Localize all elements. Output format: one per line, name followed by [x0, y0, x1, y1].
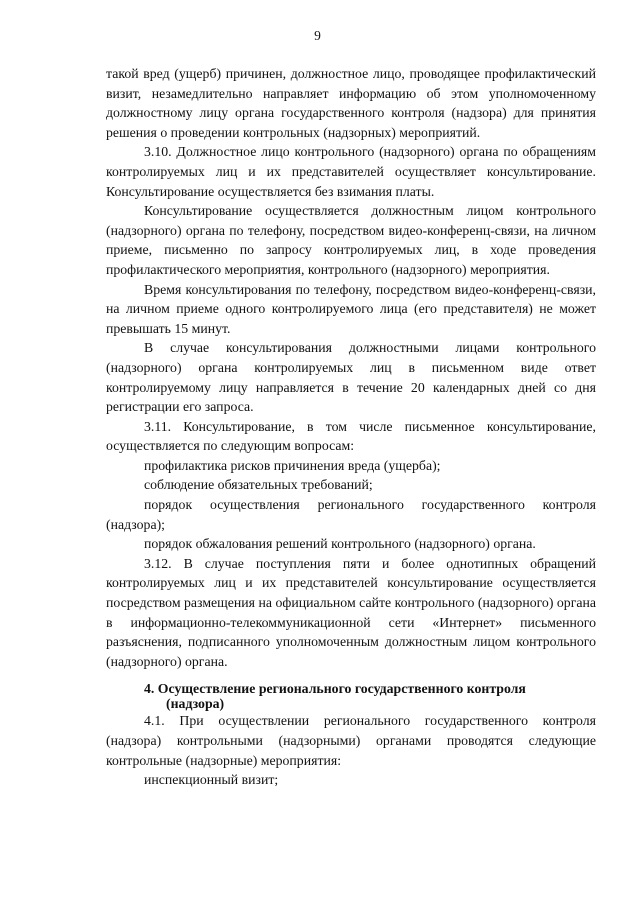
list-item: соблюдение обязательных требований; [144, 477, 373, 493]
list-item: порядок осуществления регионального государственного контроля (надзора); [106, 497, 596, 532]
section-heading-line2: (надзора) [166, 695, 225, 711]
paragraph-written-consulting: В случае консультирования должностными лицами контрольного (надзорного) органа контролируемых лиц в письменном виде ответ контролируемому лицу направляется в течение 20 календарных дней со дня регистрации его запроса. [106, 340, 596, 415]
paragraph-3-10: 3.10. Должностное лицо контрольного (надзорного) органа по обращениям контролируемых лиц и их представителей осуществляет консультирование. Консультирование осуществляется без взимания платы. [106, 144, 596, 199]
paragraph-3-12: 3.12. В случае поступления пяти и более однотипных обращений контролируемых лиц и их представителей консультирование осуществляется посредством размещения на официальном сайте контрольного (надзорного) органа в информационно-телекоммуникационной сети «Интернет» письменного разъяснения, подписанного уполномоченным должностным лицом контрольного (надзорного) органа. [106, 555, 596, 669]
paragraph-consulting-methods: Консультирование осуществляется должностным лицом контрольного (надзорного) органа по телефону, посредством видео-конференц-связи, на личном приеме, письменно по запросу контролируемых лиц, в ходе проведения профилактического мероприятия, контрольного (надзорного) мероприятия. [106, 203, 596, 277]
paragraph-continuation: такой вред (ущерб) причинен, должностное лицо, проводящее профилактический визит, незамедлительно направляет информацию об этом уполномоченному должностному лицу органа государственного контроля (надзора) для принятия решения о проведении контрольных (надзорных) мероприятий. [106, 66, 596, 140]
page-number: 9 [314, 28, 321, 43]
section-heading-line1: 4. Осуществление регионального государственного контроля [144, 681, 526, 697]
list-item: инспекционный визит; [144, 772, 279, 788]
document-body [106, 64, 596, 790]
list-item: порядок обжалования решений контрольного (надзорного) органа. [144, 536, 536, 552]
paragraph-4-1: 4.1. При осуществлении регионального государственного контроля (надзора) контрольными (надзорными) органами проводятся следующие контрольные (надзорные) мероприятия: [106, 713, 596, 768]
paragraph-3-11: 3.11. Консультирование, в том числе письменное консультирование, осуществляется по следующим вопросам: [106, 418, 596, 454]
list-item: профилактика рисков причинения вреда (ущерба); [144, 457, 441, 473]
paragraph-consulting-time: Время консультирования по телефону, посредством видео-конференц-связи, на личном приеме одного контролируемого лица (его представителя) не может превышать 15 минут. [106, 281, 596, 336]
section-heading [106, 682, 596, 711]
